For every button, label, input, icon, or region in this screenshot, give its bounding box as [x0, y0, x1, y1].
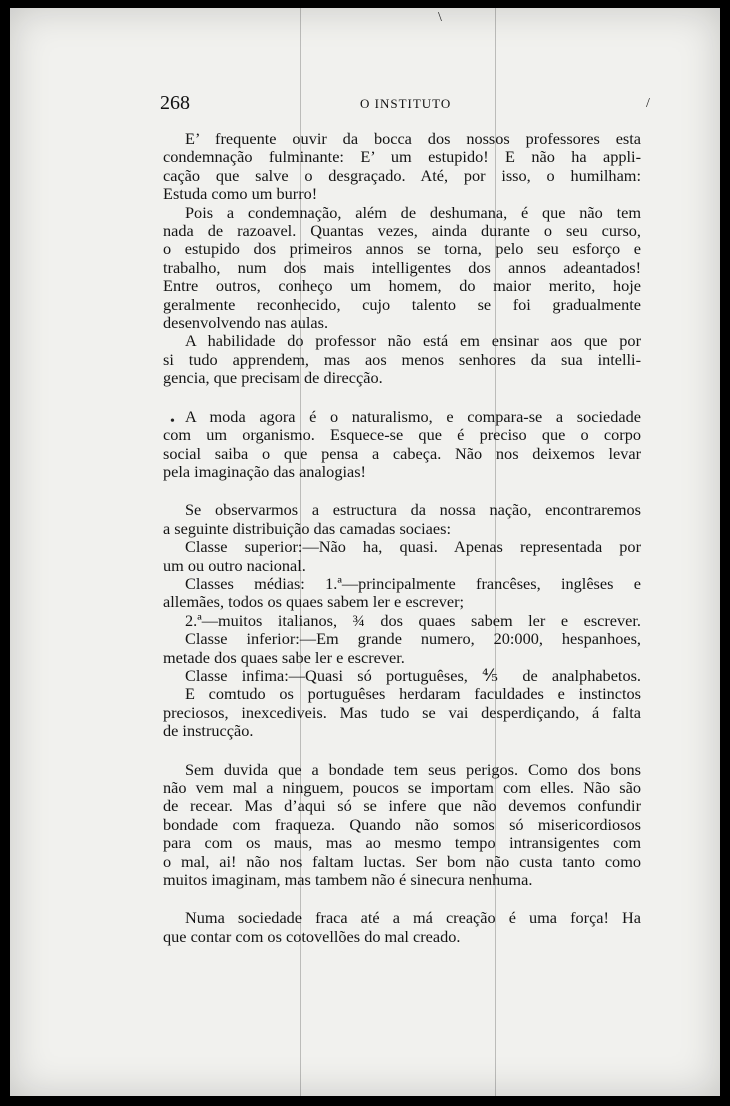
text-line: condemnação fulminante: E’ um estupido! E não ha appli- — [163, 147, 641, 167]
text-line: Sem duvida que a bondade tem seus perigos. Como dos bons — [185, 759, 641, 779]
text-line: Pois a condemnação, além de deshumana, é que não tem — [185, 202, 641, 222]
page-number: 268 — [160, 92, 190, 114]
paragraph — [163, 612, 641, 630]
text-line: trabalho, num dos mais intelligentes dos annos adeantados! — [163, 257, 641, 277]
text-line: com um organismo. Esquece-se que é preciso que o corpo — [163, 425, 641, 445]
text-line: desenvolvendo nas aulas. — [163, 313, 329, 333]
page-header — [160, 92, 640, 116]
text-line: A habilidade do professor não está em ensinar aos que por — [185, 331, 641, 351]
text-line: E’ frequente ouvir da bocca dos nossos professores esta — [185, 129, 641, 148]
section-gap — [163, 481, 641, 501]
text-line: geralmente reconhecido, cujo talento se foi gradualmente — [163, 294, 641, 314]
paragraph — [163, 408, 641, 482]
text-line: Classe inferior:—Em grande numero, 20:000, hespanhoes, — [185, 629, 641, 649]
text-line: Classes médias: 1.ª—principalmente francêses, inglêses e — [185, 573, 641, 593]
text-line: pela imaginação das analogias! — [163, 461, 366, 481]
section-gap — [163, 889, 641, 909]
text-line: para com os maus, mas ao mesmo tempo intransigentes com — [163, 833, 641, 853]
paragraph — [163, 332, 641, 387]
text-line: social saiba o que pensa a cabeça. Não nos deixemos levar — [163, 443, 641, 463]
text-line: nada de razoavel. Quantas vezes, ainda durante o seu curso, — [163, 221, 641, 241]
paragraph — [163, 685, 641, 740]
ink-speck: \ — [438, 10, 442, 25]
text-line: muitos imaginam, mas tambem não é sinecura nenhuma. — [163, 870, 533, 890]
text-line: E comtudo os portuguêses herdaram faculdades e instinctos — [185, 684, 641, 704]
text-line: Numa sociedade fraca até a má creação é uma força! Ha — [185, 908, 641, 928]
text-line: a seguinte distribuição das camadas sociaes: — [163, 518, 451, 538]
running-title: O INSTITUTO — [360, 96, 452, 111]
paragraph — [163, 501, 641, 538]
text-line: preciosos, inexcediveis. Mas tudo se vai desperdiçando, á falta — [163, 702, 641, 722]
text-line: metade dos quaes sabe ler e escrever. — [163, 647, 405, 667]
text-line: não vem mal a ninguem, poucos se importam com elles. Não são — [163, 778, 641, 797]
text-line: o mal, ai! não nos faltam luctas. Ser bom não custa tanto como — [163, 851, 641, 871]
text-line: um ou outro nacional. — [163, 555, 306, 575]
text-line: o estupido dos primeiros annos se torna, pelo seu esforço e — [163, 239, 641, 259]
text-line: Classe superior:—Não ha, quasi. Apenas representada por — [185, 537, 641, 557]
text-line: Classe infima:—Quasi só portuguêses, ⅘ de analphabetos. — [185, 665, 641, 685]
text-line: si tudo apprendem, mas aos menos senhores da sua intelli- — [163, 349, 641, 369]
text-line: cação que salve o desgraçado. Até, por isso, o humilham: — [163, 165, 641, 185]
paragraph — [163, 575, 641, 612]
paragraph — [163, 538, 641, 575]
text-line: A moda agora é o naturalismo, e compara-se a sociedade — [185, 406, 641, 426]
text-line: que contar com os cotovellões do mal creado. — [163, 926, 461, 946]
text-line: 2.ª—muitos italianos, ¾ dos quaes sabem ler e escrever. — [185, 610, 641, 630]
paragraph — [163, 761, 641, 890]
section-gap — [163, 741, 641, 761]
text-line: gencia, que precisam de direcção. — [163, 368, 383, 388]
paragraph — [163, 130, 641, 204]
section-gap — [163, 388, 641, 408]
text-line: de instrucção. — [163, 721, 254, 741]
text-line: de recear. Mas d’aqui só se infere que não devemos confundir — [163, 796, 641, 816]
paragraph — [163, 909, 641, 946]
ink-speck: • — [170, 414, 175, 429]
paragraph — [163, 667, 641, 685]
text-line: bondade com fraqueza. Quando não somos só misericordiosos — [163, 814, 641, 834]
body-text — [163, 130, 641, 946]
text-line: Se observarmos a estructura da nossa nação, encontraremos — [185, 500, 641, 520]
ink-speck: / — [646, 96, 650, 111]
paragraph — [163, 630, 641, 667]
text-line: Entre outros, conheço um homem, do maior merito, hoje — [163, 276, 641, 296]
paragraph — [163, 204, 641, 333]
text-line: allemães, todos os quaes sabem ler e escrever; — [163, 592, 465, 612]
text-line: Estuda como um burro! — [163, 184, 318, 204]
